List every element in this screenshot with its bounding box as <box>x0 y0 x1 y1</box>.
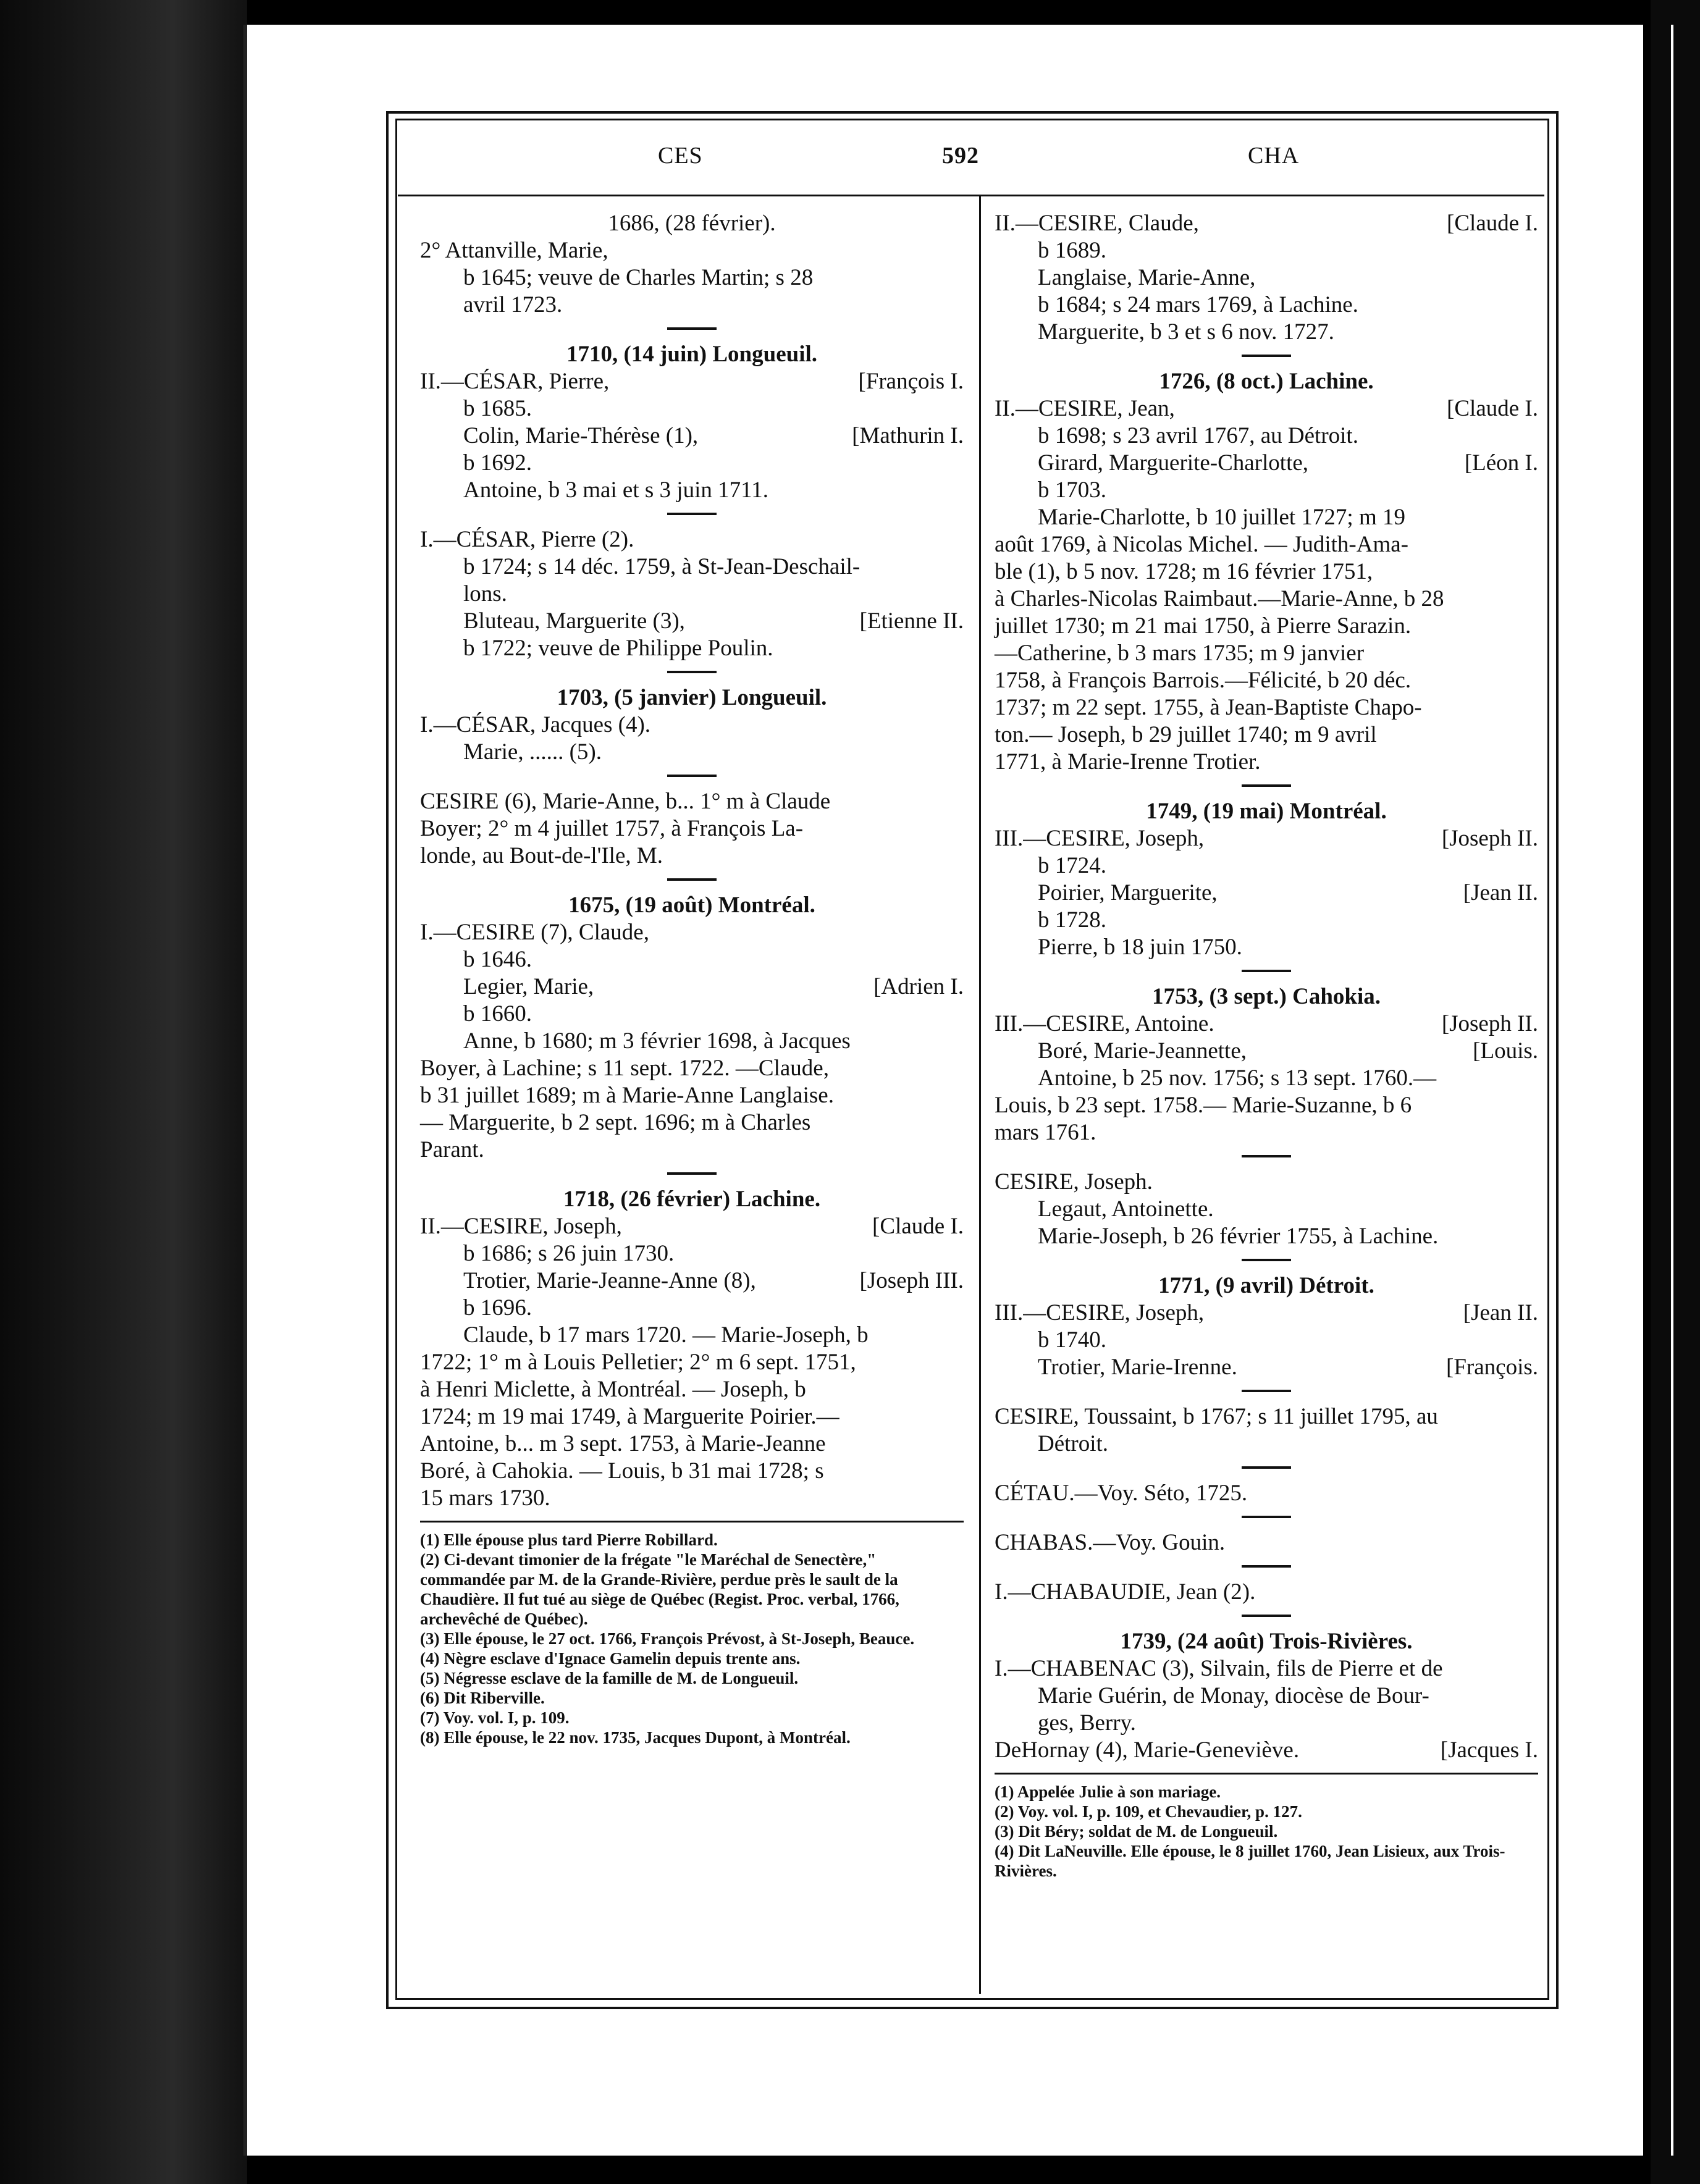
entry-text: 1724; m 19 mai 1749, à Marguerite Poirier.— <box>420 1404 839 1429</box>
entry-text: lons. <box>463 581 507 607</box>
entry-text: b 1724; s 14 déc. 1759, à St-Jean-Deschail- <box>463 554 861 579</box>
column-divider <box>979 196 981 1994</box>
entry-text: Langlaise, Marie-Anne, <box>1038 265 1256 290</box>
entry-line <box>420 553 964 581</box>
entry-text: Antoine, b 3 mai et s 3 juin 1711. <box>463 477 768 503</box>
entry-line <box>420 1055 964 1082</box>
parent-reference: [François. <box>1446 1354 1538 1380</box>
entry-separator <box>1242 784 1291 787</box>
footnote: (4) Dit LaNeuville. Elle épouse, le 8 juillet 1760, Jean Lisieux, aux Trois-Rivières. <box>995 1842 1505 1880</box>
entry-line <box>420 264 964 292</box>
entry-separator <box>1242 1565 1291 1568</box>
entry-line <box>995 1065 1538 1092</box>
entry-text: Antoine, b 25 nov. 1756; s 13 sept. 1760.— <box>1038 1065 1437 1091</box>
entry-text: 1710, (14 juin) Longueuil. <box>566 342 818 367</box>
entry-text: II.—CESIRE, Joseph, <box>420 1214 622 1239</box>
entry-line <box>420 1485 964 1512</box>
entry-line <box>995 264 1538 292</box>
entry-line <box>995 1092 1538 1119</box>
entry-line <box>420 581 964 608</box>
entry-text: Marie-Joseph, b 26 février 1755, à Lachine. <box>1038 1224 1439 1249</box>
entry-separator <box>667 513 717 515</box>
entry-text: 2° Attanville, Marie, <box>420 238 608 263</box>
entry-text: Girard, Marguerite-Charlotte, <box>1038 450 1309 476</box>
entry-line <box>420 635 964 662</box>
entry-text: avril 1723. <box>463 292 563 317</box>
entry-line <box>420 1082 964 1109</box>
entry-text: III.—CESIRE, Antoine. <box>995 1011 1214 1036</box>
entry-line <box>995 1655 1538 1682</box>
entry-separator <box>1242 1516 1291 1518</box>
entry-line <box>995 558 1538 586</box>
marriage-date-heading <box>995 368 1538 395</box>
entry-text: b 1724. <box>1038 853 1106 878</box>
entry-text: II.—CESIRE, Jean, <box>995 396 1175 421</box>
entry-text: mars 1761. <box>995 1120 1096 1145</box>
entry-line <box>995 640 1538 667</box>
entry-separator <box>1242 970 1291 972</box>
entry-line <box>420 395 964 422</box>
entry-text: londe, au Bout-de-l'Ile, M. <box>420 843 663 868</box>
footnote: (8) Elle épouse, le 22 nov. 1735, Jacques Dupont, à Montréal. <box>420 1728 851 1747</box>
entry-line <box>420 1322 964 1349</box>
entry-text: Pierre, b 18 juin 1750. <box>1038 934 1242 960</box>
entry-line <box>995 237 1538 264</box>
entry-line <box>995 1300 1538 1327</box>
parent-reference: [Joseph II. <box>1441 1011 1538 1036</box>
entry-line <box>995 395 1538 422</box>
entry-separator <box>1242 1259 1291 1261</box>
entry-text: Parant. <box>420 1137 484 1162</box>
entry-text: Marie-Charlotte, b 10 juillet 1727; m 19 <box>1038 505 1405 530</box>
entry-line <box>420 608 964 635</box>
parent-reference: [Jacques I. <box>1440 1737 1538 1763</box>
entry-text: b 1698; s 23 avril 1767, au Détroit. <box>1038 423 1358 448</box>
entry-line <box>995 934 1538 961</box>
entry-text: 1722; 1° m à Louis Pelletier; 2° m 6 sept. 1751, <box>420 1350 856 1375</box>
entry-line <box>420 842 964 870</box>
entry-line <box>995 1710 1538 1737</box>
entry-line <box>995 1737 1538 1764</box>
entry-text: à Henri Miclette, à Montréal. — Joseph, b <box>420 1377 806 1402</box>
parent-reference: [Mathurin I. <box>852 423 964 448</box>
entry-text: CESIRE (6), Marie-Anne, b... 1° m à Claude <box>420 789 831 814</box>
entry-line <box>995 422 1538 450</box>
entry-text: ges, Berry. <box>1038 1710 1136 1736</box>
entry-line <box>995 319 1538 346</box>
page-number: 592 <box>942 143 979 169</box>
entry-line <box>995 292 1538 319</box>
header-rule <box>398 195 1544 196</box>
entry-text: Marguerite, b 3 et s 6 nov. 1727. <box>1038 319 1334 345</box>
entry-text: Trotier, Marie-Irenne. <box>1038 1354 1237 1380</box>
entry-line <box>420 1001 964 1028</box>
entry-text: b 1689. <box>1038 238 1106 263</box>
entry-line <box>420 210 964 237</box>
entry-text: b 1728. <box>1038 907 1106 933</box>
entry-text: b 1686; s 26 juin 1730. <box>463 1241 675 1266</box>
entry-text: b 1692. <box>463 450 532 476</box>
parent-reference: [François I. <box>858 369 964 394</box>
entry-text: 1753, (3 sept.) Cahokia. <box>1151 984 1381 1009</box>
entry-separator <box>667 775 717 777</box>
entry-text: 1686, (28 février). <box>608 211 776 236</box>
entry-text: 1758, à François Barrois.—Félicité, b 20 déc. <box>995 668 1412 693</box>
entry-line <box>995 504 1538 531</box>
footnote: (7) Voy. vol. I, p. 109. <box>420 1708 570 1727</box>
footnote: (3) Dit Béry; soldat de M. de Longueuil. <box>995 1822 1278 1841</box>
entry-line <box>995 1010 1538 1038</box>
entry-text: b 1646. <box>463 947 532 972</box>
entry-line <box>995 907 1538 934</box>
entry-separator <box>1242 1615 1291 1617</box>
entry-line <box>995 1403 1538 1430</box>
parent-reference: [Etienne II. <box>859 608 964 634</box>
entry-line <box>995 210 1538 237</box>
entry-text: ble (1), b 5 nov. 1728; m 16 février 1751, <box>995 559 1373 584</box>
footnote: (2) Voy. vol. I, p. 109, et Chevaudier, p. 127. <box>995 1802 1302 1821</box>
entry-line <box>420 450 964 477</box>
entry-separator <box>667 327 717 330</box>
entry-line <box>420 237 964 264</box>
entry-text: 1675, (19 août) Montréal. <box>568 892 815 918</box>
entry-line <box>995 749 1538 776</box>
entry-line <box>995 613 1538 640</box>
entry-text: Colin, Marie-Thérèse (1), <box>463 423 699 448</box>
entry-line <box>995 1480 1538 1507</box>
entry-text: 1771, à Marie-Irenne Trotier. <box>995 749 1261 775</box>
entry-text: II.—CESIRE, Claude, <box>995 211 1199 236</box>
entry-line <box>420 1240 964 1267</box>
right-column <box>995 210 1538 1881</box>
entry-line <box>995 1579 1538 1606</box>
entry-text: Legaut, Antoinette. <box>1038 1196 1214 1222</box>
entry-line <box>995 586 1538 613</box>
parent-reference: [Adrien I. <box>873 974 964 999</box>
entry-separator <box>1242 355 1291 357</box>
marriage-date-heading <box>420 1186 964 1213</box>
entry-line <box>420 1349 964 1376</box>
entry-text: Marie, ...... (5). <box>463 739 602 765</box>
entry-text: 1726, (8 oct.) Lachine. <box>1159 369 1374 394</box>
parent-reference: [Louis. <box>1473 1038 1538 1064</box>
entry-text: I.—CHABAUDIE, Jean (2). <box>995 1579 1256 1605</box>
entry-text: Poirier, Marguerite, <box>1038 880 1218 905</box>
entry-text: Claude, b 17 mars 1720. — Marie-Joseph, b <box>463 1322 869 1348</box>
marriage-date-heading <box>995 1628 1538 1655</box>
entry-text: Louis, b 23 sept. 1758.— Marie-Suzanne, b 6 <box>995 1093 1412 1118</box>
footnote: (4) Nègre esclave d'Ignace Gamelin depuis trente ans. <box>420 1649 801 1668</box>
entry-separator <box>667 878 717 881</box>
entry-line <box>420 292 964 319</box>
page-content <box>247 25 1643 2156</box>
entry-text: 1739, (24 août) Trois-Rivières. <box>1120 1629 1413 1654</box>
entry-line <box>420 1295 964 1322</box>
entry-text: Anne, b 1680; m 3 février 1698, à Jacques <box>463 1028 851 1054</box>
entry-line <box>995 450 1538 477</box>
entry-line <box>995 694 1538 721</box>
entry-line <box>420 1403 964 1430</box>
entry-text: —Catherine, b 3 mars 1735; m 9 janvier <box>995 640 1365 666</box>
marriage-date-heading <box>995 983 1538 1010</box>
entry-line <box>420 1458 964 1485</box>
entry-line <box>420 1028 964 1055</box>
entry-line <box>420 526 964 553</box>
entry-text: Boré, Marie-Jeannette, <box>1038 1038 1247 1064</box>
entry-text: I.—CÉSAR, Jacques (4). <box>420 712 651 737</box>
entry-text: III.—CESIRE, Joseph, <box>995 826 1205 851</box>
entry-line <box>420 422 964 450</box>
entry-text: 1771, (9 avril) Détroit. <box>1158 1273 1374 1298</box>
entry-text: 1749, (19 mai) Montréal. <box>1146 799 1387 824</box>
running-head-right: CHA <box>1248 143 1300 169</box>
entry-text: b 1645; veuve de Charles Martin; s 28 <box>463 265 814 290</box>
entry-separator <box>667 671 717 673</box>
entry-separator <box>667 1172 717 1175</box>
entry-line <box>420 477 964 504</box>
footnote: (6) Dit Riberville. <box>420 1689 545 1707</box>
entry-text: Détroit. <box>1038 1431 1109 1456</box>
entry-text: ton.— Joseph, b 29 juillet 1740; m 9 avril <box>995 722 1377 747</box>
entry-text: I.—CÉSAR, Pierre (2). <box>420 527 634 552</box>
entry-line <box>420 815 964 842</box>
parent-reference: [Claude I. <box>872 1214 964 1239</box>
entry-line <box>995 721 1538 749</box>
entry-line <box>995 1196 1538 1223</box>
entry-line <box>420 712 964 739</box>
entry-text: à Charles-Nicolas Raimbaut.—Marie-Anne, b 28 <box>995 586 1444 611</box>
entry-line <box>420 1267 964 1295</box>
entry-line <box>995 477 1538 504</box>
entry-line <box>420 946 964 973</box>
book-binding <box>0 0 247 2184</box>
entry-line <box>995 1682 1538 1710</box>
marriage-date-heading <box>420 341 964 368</box>
parent-reference: [Jean II. <box>1463 880 1538 905</box>
footnote: (2) Ci-devant timonier de la frégate "le Maréchal de Senectère," commandée par M. de la Grande-Rivière, perdue près le sault de la Chaudière. Il fut tué au siège de Québec (Regist. Proc. verbal, 1766, archevêché de Québec). <box>420 1550 899 1628</box>
entry-text: Antoine, b... m 3 sept. 1753, à Marie-Jeanne <box>420 1431 826 1456</box>
marriage-date-heading <box>420 684 964 712</box>
entry-separator <box>1242 1466 1291 1469</box>
entry-text: Boré, à Cahokia. — Louis, b 31 mai 1728; s <box>420 1458 824 1484</box>
entry-text: Trotier, Marie-Jeanne-Anne (8), <box>463 1268 756 1293</box>
entry-text: Boyer; 2° m 4 juillet 1757, à François La- <box>420 816 804 841</box>
marriage-date-heading <box>995 798 1538 825</box>
entry-line <box>995 667 1538 694</box>
entry-line <box>995 880 1538 907</box>
entry-line <box>420 973 964 1001</box>
entry-line <box>995 1327 1538 1354</box>
entry-text: Bluteau, Marguerite (3), <box>463 608 685 634</box>
entry-text: I.—CESIRE (7), Claude, <box>420 920 649 945</box>
entry-line <box>420 739 964 766</box>
entry-line <box>995 1354 1538 1381</box>
entry-text: Boyer, à Lachine; s 11 sept. 1722. —Claude, <box>420 1056 829 1081</box>
entry-text: b 31 juillet 1689; m à Marie-Anne Langlaise. <box>420 1083 834 1108</box>
entry-line <box>995 825 1538 852</box>
entry-text: 1703, (5 janvier) Longueuil. <box>557 685 827 710</box>
entry-line <box>995 1223 1538 1250</box>
entry-line <box>995 1038 1538 1065</box>
parent-reference: [Léon I. <box>1464 450 1538 476</box>
entry-line <box>420 1430 964 1458</box>
facing-page-rule <box>1671 25 1673 2156</box>
entry-text: b 1722; veuve de Philippe Poulin. <box>463 636 773 661</box>
entry-text: CESIRE, Joseph. <box>995 1169 1153 1195</box>
entry-line <box>420 1376 964 1403</box>
entry-text: b 1740. <box>1038 1327 1106 1353</box>
entry-text: juillet 1730; m 21 mai 1750, à Pierre Sarazin. <box>995 613 1412 639</box>
entry-text: CHABAS.—Voy. Gouin. <box>995 1530 1226 1555</box>
entry-text: b 1684; s 24 mars 1769, à Lachine. <box>1038 292 1358 317</box>
entry-text: I.—CHABENAC (3), Silvain, fils de Pierre et de <box>995 1656 1443 1681</box>
parent-reference: [Jean II. <box>1463 1300 1538 1325</box>
entry-line <box>420 1213 964 1240</box>
entry-text: 15 mars 1730. <box>420 1485 550 1511</box>
entry-text: 1718, (26 février) Lachine. <box>563 1186 821 1212</box>
entry-text: Legier, Marie, <box>463 974 594 999</box>
marriage-date-heading <box>420 892 964 919</box>
entry-text: II.—CÉSAR, Pierre, <box>420 369 610 394</box>
entry-text: Marie Guérin, de Monay, diocèse de Bour- <box>1038 1683 1429 1708</box>
entry-separator <box>1242 1390 1291 1392</box>
entry-line <box>420 368 964 395</box>
footnote-rule <box>420 1521 964 1522</box>
entry-text: DeHornay (4), Marie-Geneviève. <box>995 1737 1300 1763</box>
facing-page-edge <box>1651 0 1700 2184</box>
entry-line <box>995 1430 1538 1458</box>
entry-line <box>995 1169 1538 1196</box>
entry-separator <box>1242 1155 1291 1157</box>
entry-line <box>995 531 1538 558</box>
entry-text: b 1703. <box>1038 477 1106 503</box>
footnote: (3) Elle épouse, le 27 oct. 1766, François Prévost, à St-Joseph, Beauce. <box>420 1629 915 1648</box>
entry-text: CÉTAU.—Voy. Séto, 1725. <box>995 1480 1248 1506</box>
footnote: (5) Négresse esclave de la famille de M. de Longueuil. <box>420 1669 799 1687</box>
entry-line <box>420 1136 964 1164</box>
entry-line <box>995 852 1538 880</box>
marriage-date-heading <box>995 1272 1538 1300</box>
left-column <box>420 210 964 1747</box>
entry-text: b 1696. <box>463 1295 532 1321</box>
parent-reference: [Claude I. <box>1447 396 1538 421</box>
entry-text: CESIRE, Toussaint, b 1767; s 11 juillet 1795, au <box>995 1404 1438 1429</box>
footnote-rule <box>995 1773 1538 1774</box>
entry-line <box>420 919 964 946</box>
entry-text: III.—CESIRE, Joseph, <box>995 1300 1205 1325</box>
running-head-left: CES <box>658 143 703 169</box>
entry-line <box>995 1119 1538 1146</box>
entry-line <box>995 1529 1538 1556</box>
footnote: (1) Elle épouse plus tard Pierre Robillard. <box>420 1531 718 1549</box>
entry-line <box>420 1109 964 1136</box>
entry-text: — Marguerite, b 2 sept. 1696; m à Charles <box>420 1110 811 1135</box>
parent-reference: [Joseph III. <box>859 1268 964 1293</box>
entry-line <box>420 788 964 815</box>
parent-reference: [Joseph II. <box>1441 826 1538 851</box>
entry-text: 1737; m 22 sept. 1755, à Jean-Baptiste Chapo- <box>995 695 1422 720</box>
entry-text: août 1769, à Nicolas Michel. — Judith-Ama- <box>995 532 1408 557</box>
entry-text: b 1685. <box>463 396 532 421</box>
entry-text: b 1660. <box>463 1001 532 1027</box>
parent-reference: [Claude I. <box>1447 211 1538 236</box>
footnote: (1) Appelée Julie à son mariage. <box>995 1783 1221 1801</box>
